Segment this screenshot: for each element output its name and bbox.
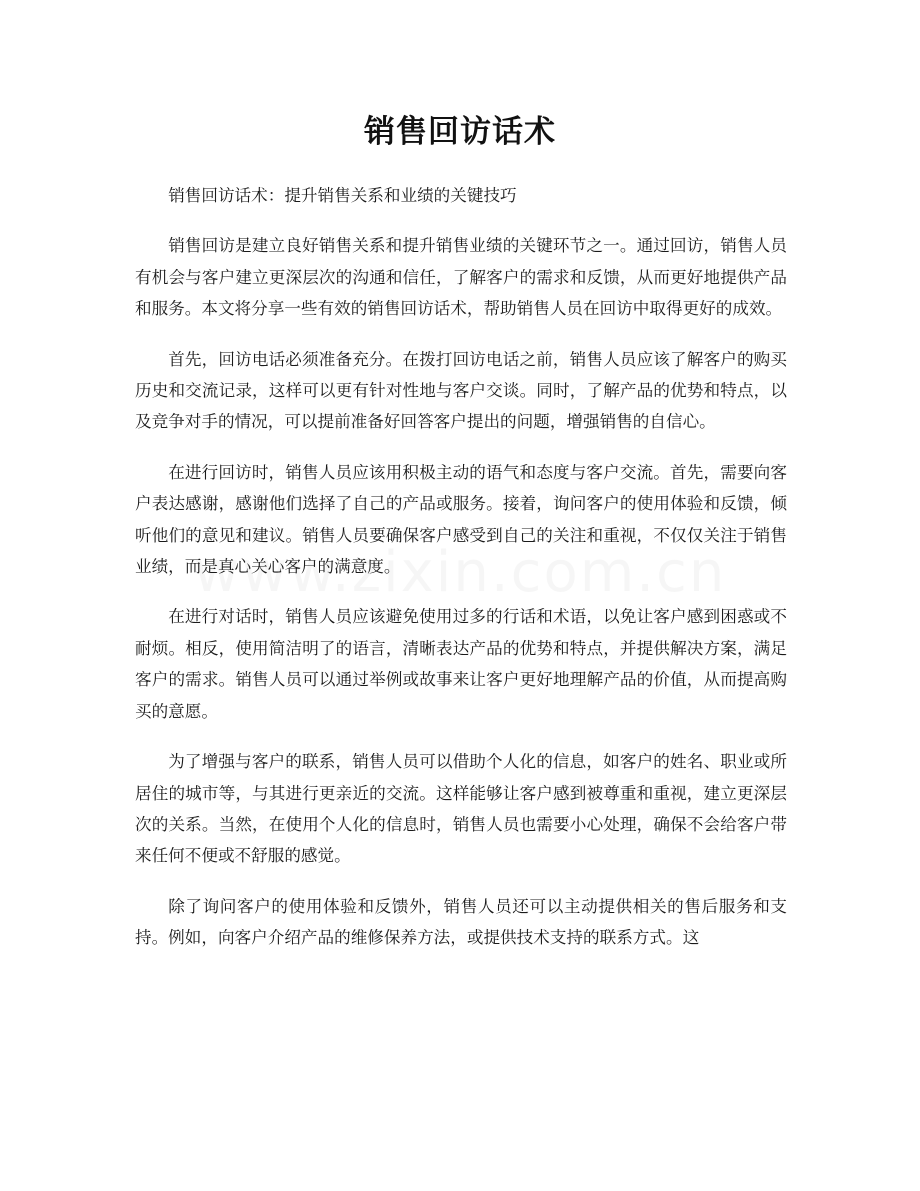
document-title: 销售回访话术 — [364, 114, 556, 150]
body-paragraph: 首先，回访电话必须准备充分。在拨打回访电话之前，销售人员应该了解客户的购买历史和交流记录，这样可以更有针对性地与客户交谈。同时，了解产品的优势和特点，以及竞争对手的情况，可以提前准备好回答客户提出的问题，增强销售的自信心。 — [135, 349, 787, 432]
body-paragraph: 在进行回访时，销售人员应该用积极主动的语气和态度与客户交流。首先，需要向客户表达感谢，感谢他们选择了自己的产品或服务。接着，询问客户的使用体验和反馈，倾听他们的意见和建议。销售人员要确保客户感受到自己的关注和重视，不仅仅关注于销售业绩，而是真心关心客户的满意度。 — [135, 462, 787, 577]
document-body — [135, 180, 787, 973]
body-paragraph: 除了询问客户的使用体验和反馈外，销售人员还可以主动提供相关的售后服务和支持。例如，向客户介绍产品的维修保养方法，或提供技术支持的联系方式。这 — [135, 896, 787, 948]
body-paragraph: 为了增强与客户的联系，销售人员可以借助个人化的信息，如客户的姓名、职业或所居住的城市等，与其进行更亲近的交流。这样能够让客户感到被尊重和重视，建立更深层次的关系。当然，在使用个人化的信息时，销售人员也需要小心处理，确保不会给客户带来任何不便或不舒服的感觉。 — [135, 752, 787, 866]
body-paragraph: 在进行对话时，销售人员应该避免使用过多的行话和术语，以免让客户感到困惑或不耐烦。相反，使用简洁明了的语言，清晰表达产品的优势和特点，并提供解决方案，满足客户的需求。销售人员可以通过举例或故事来让客户更好地理解产品的价值，从而提高购买的意愿。 — [135, 607, 787, 721]
body-paragraph: 销售回访是建立良好销售关系和提升销售业绩的关键环节之一。通过回访，销售人员有机会与客户建立更深层次的沟通和信任，了解客户的需求和反馈，从而更好地提供产品和服务。本文将分享一些有效的销售回访话术，帮助销售人员在回访中取得更好的成效。 — [135, 236, 787, 319]
subtitle-paragraph: 销售回访话术：提升销售关系和业绩的关键技巧 — [168, 186, 517, 205]
